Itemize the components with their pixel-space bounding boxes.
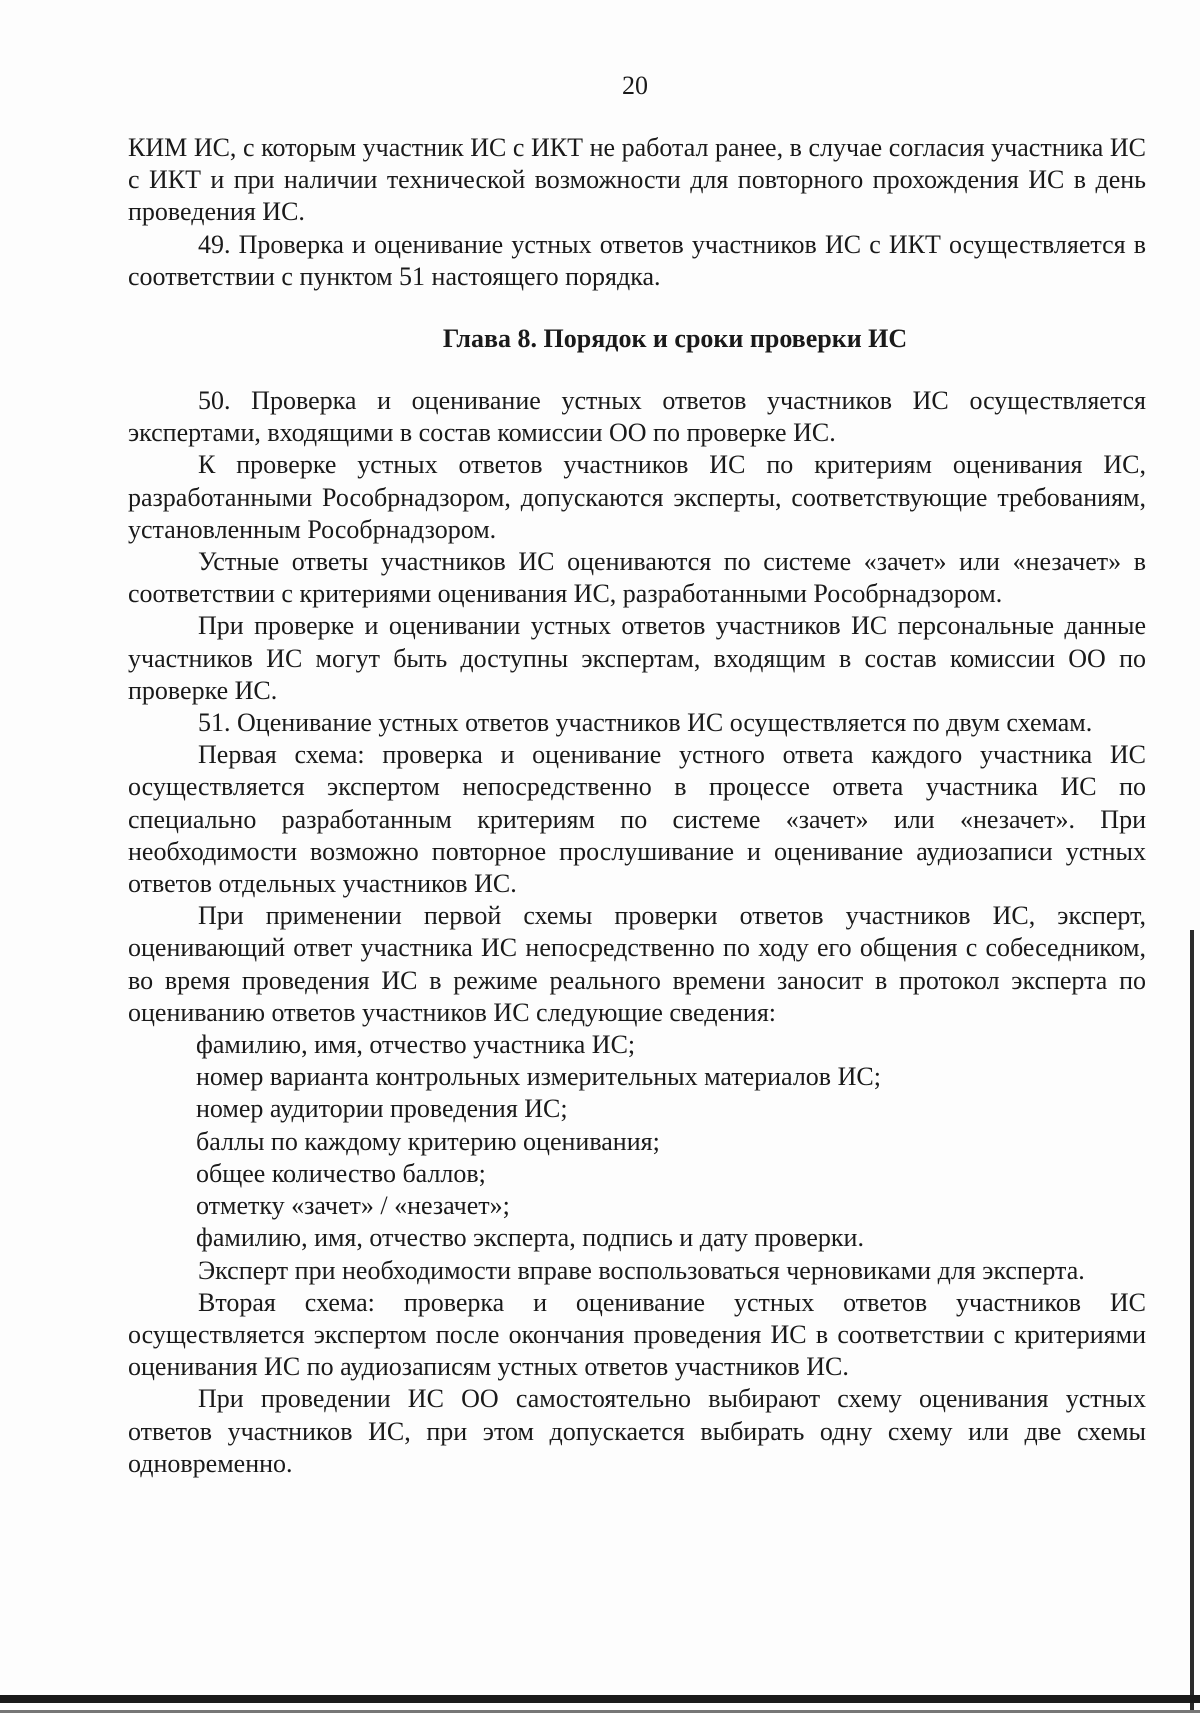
list-item: фамилию, имя, отчество эксперта, подпись и дату проверки. bbox=[196, 1223, 864, 1253]
chapter-heading: Глава 8. Порядок и сроки проверки ИС bbox=[442, 324, 908, 354]
paragraph: КИМ ИС, с которым участник ИС с ИКТ не работал ранее, в случае согласия участника ИС с ИКТ и при наличии технической возможности для повторного прохождения ИС в день проведения ИС. bbox=[128, 133, 1146, 227]
list-item: номер аудитории проведения ИС; bbox=[196, 1094, 568, 1124]
scan-edge-bottom bbox=[0, 1695, 1200, 1703]
list-item: отметку «зачет» / «незачет»; bbox=[196, 1191, 510, 1221]
paragraph: Вторая схема: проверка и оценивание устных ответов участников ИС осуществляется экспертом после окончания проведения ИС в соответствии с критериями оценивания ИС по аудиозаписям устных ответов участников ИС. bbox=[128, 1287, 1146, 1382]
list-item: баллы по каждому критерию оценивания; bbox=[196, 1126, 660, 1156]
document-body bbox=[128, 132, 1146, 1480]
paragraph: 50. Проверка и оценивание устных ответов участников ИС осуществляется экспертами, входящими в состав комиссии ОО по проверке ИС. bbox=[128, 386, 1146, 448]
list-item: фамилию, имя, отчество участника ИС; bbox=[196, 1030, 636, 1060]
page-number: 20 bbox=[622, 71, 648, 100]
list-item: номер варианта контрольных измерительных материалов ИС; bbox=[196, 1062, 881, 1092]
paragraph: 51. Оценивание устных ответов участников ИС осуществляется по двум схемам. bbox=[198, 708, 1093, 738]
scan-edge-right bbox=[1190, 930, 1194, 1713]
list-item: общее количество баллов; bbox=[196, 1158, 486, 1188]
paragraph: Эксперт при необходимости вправе воспользоваться черновиками для эксперта. bbox=[198, 1255, 1085, 1285]
paragraph: 49. Проверка и оценивание устных ответов участников ИС с ИКТ осуществляется в соответствии с пунктом 51 настоящего порядка. bbox=[128, 229, 1146, 291]
paragraph: Первая схема: проверка и оценивание устного ответа каждого участника ИС осуществляется экспертом непосредственно в процессе ответа участника ИС по специально разработанным критериям по системе «зачет» или «незачет». При необходимости возможно повторное прослушивание и оценивание аудиозаписи устных ответов отдельных участников ИС. bbox=[128, 740, 1146, 899]
paragraph: При проведении ИС ОО самостоятельно выбирают схему оценивания устных ответов участников ИС, при этом допускается выбирать одну схему или две схемы одновременно. bbox=[128, 1384, 1146, 1478]
paragraph: Устные ответы участников ИС оцениваются по системе «зачет» или «незачет» в соответствии с критериями оценивания ИС, разработанными Рособрнадзором. bbox=[128, 547, 1146, 609]
paragraph: При проверке и оценивании устных ответов участников ИС персональные данные участников ИС могут быть доступны экспертам, входящим в состав комиссии ОО по проверке ИС. bbox=[128, 611, 1146, 705]
paragraph: При применении первой схемы проверки ответов участников ИС, эксперт, оценивающий ответ участника ИС непосредственно по ходу его общения с собеседником, во время проведения ИС в режиме реального времени заносит в протокол эксперта по оцениванию ответов участников ИС следующие сведения: bbox=[128, 901, 1146, 1027]
paragraph: К проверке устных ответов участников ИС по критериям оценивания ИС, разработанными Рособрнадзором, допускаются эксперты, соответствующие требованиям, установленным Рособрнадзором. bbox=[128, 450, 1146, 544]
